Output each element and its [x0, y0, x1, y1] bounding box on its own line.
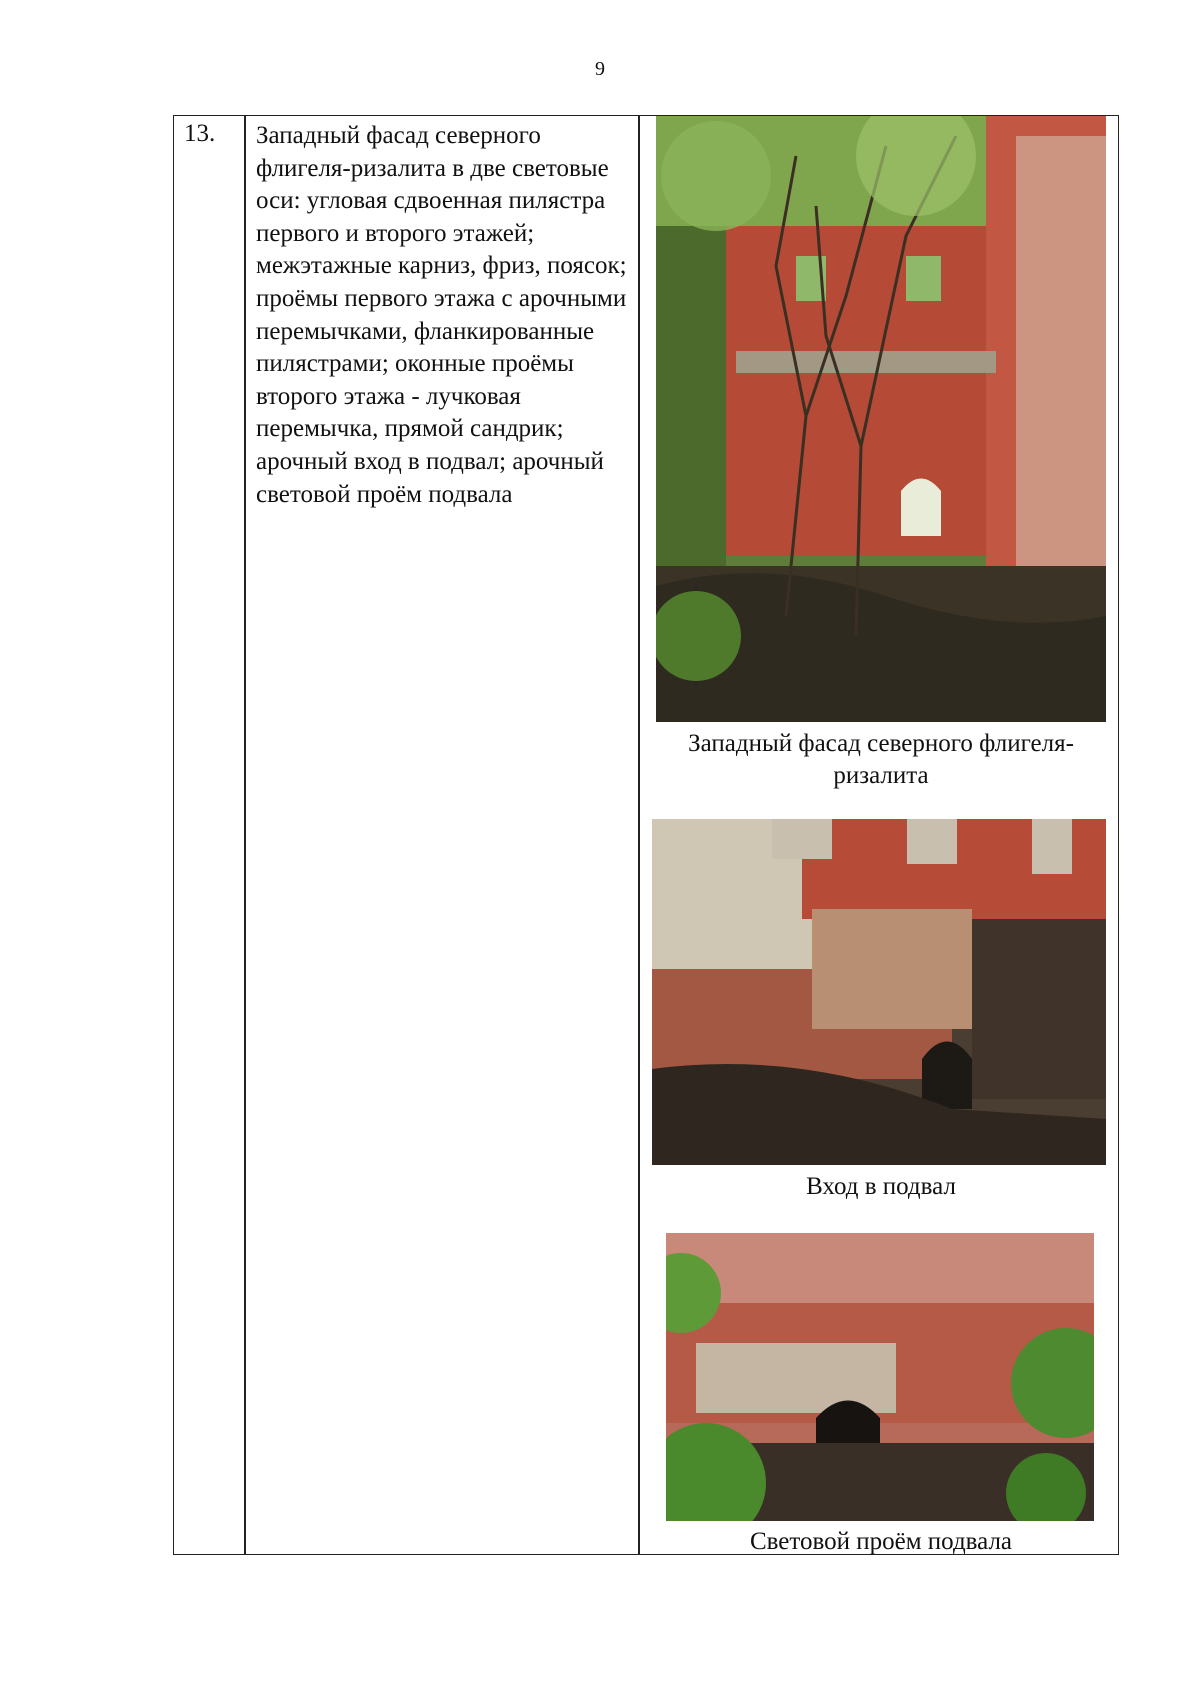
row-number: 13. [184, 120, 216, 147]
table-divider [244, 116, 246, 1554]
row-description: Западный фасад северного флигеля-ризалита в две световые оси: угловая сдвоенная пилястра первого и второго этажей; межэтажные карниз, фриз, поясок; проёмы первого этажа с арочными перемычками, фланкированные пилястрами; оконные проёмы второго этажа - лучковая перемычка, прямой сандрик; арочный вход в подвал; арочный световой проём подвала [256, 122, 627, 508]
photo-facade-caption: Западный фасад северного флигеля-ризалита [688, 730, 1074, 789]
photo-basement-entrance [652, 819, 1106, 1165]
photo-basement-light-opening [666, 1233, 1094, 1521]
photo-basement-entrance-caption: Вход в подвал [806, 1173, 956, 1200]
photo-basement-light-opening-caption: Световой проём подвала [749, 1528, 1013, 1555]
table-divider [638, 116, 640, 1554]
photo-facade [656, 116, 1106, 722]
document-table [173, 115, 1119, 1555]
page-number: 9 [595, 58, 605, 80]
